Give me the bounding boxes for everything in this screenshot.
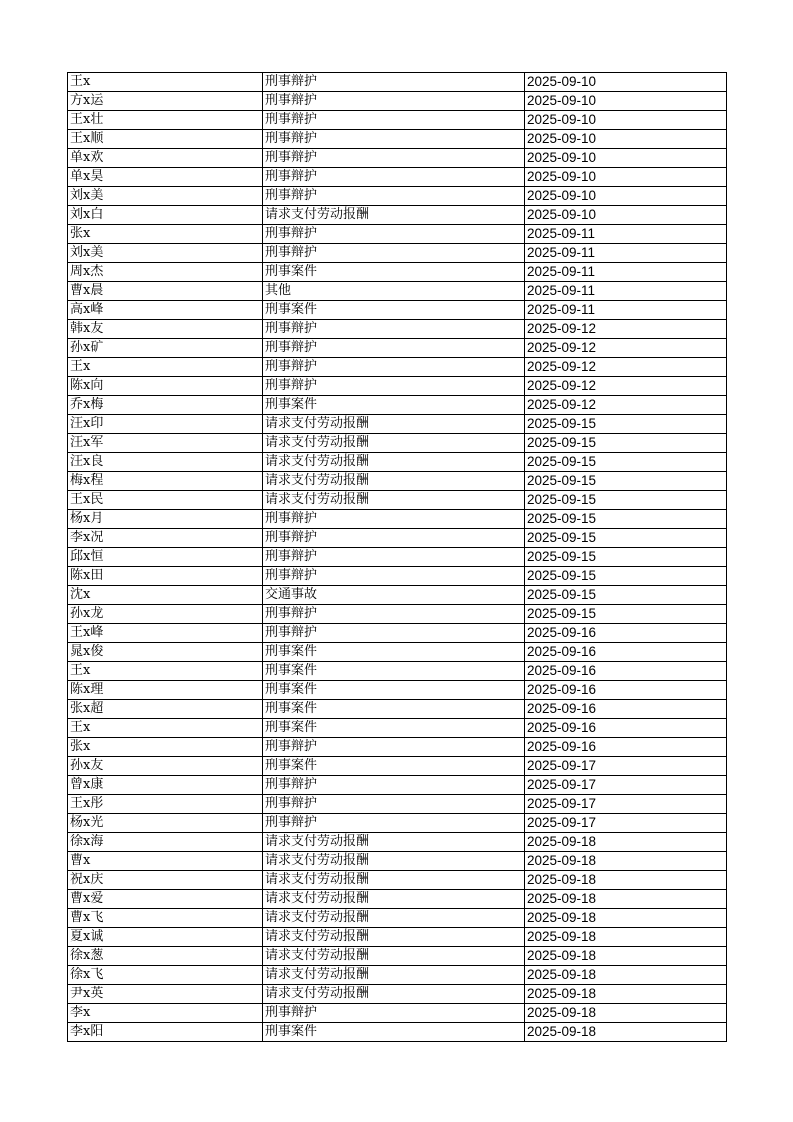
client-name-cell: 方x运 [68, 92, 263, 111]
date-cell: 2025-09-15 [525, 472, 727, 491]
client-name-cell: 孙x矿 [68, 339, 263, 358]
date-cell: 2025-09-15 [525, 434, 727, 453]
date-cell: 2025-09-12 [525, 339, 727, 358]
case-type-cell: 刑事辩护 [263, 624, 525, 643]
table-row [68, 681, 727, 700]
table-row [68, 206, 727, 225]
table-row [68, 795, 727, 814]
client-name-cell: 单x欢 [68, 149, 263, 168]
table-row [68, 434, 727, 453]
table-row [68, 339, 727, 358]
case-type-cell: 请求支付劳动报酬 [263, 871, 525, 890]
date-cell: 2025-09-11 [525, 282, 727, 301]
case-type-cell: 请求支付劳动报酬 [263, 453, 525, 472]
client-name-cell: 孙x友 [68, 757, 263, 776]
case-type-cell: 请求支付劳动报酬 [263, 909, 525, 928]
case-type-cell: 刑事辩护 [263, 358, 525, 377]
date-cell: 2025-09-15 [525, 415, 727, 434]
date-cell: 2025-09-15 [525, 510, 727, 529]
table-row [68, 282, 727, 301]
table-row [68, 947, 727, 966]
table-row [68, 966, 727, 985]
case-type-cell: 刑事案件 [263, 396, 525, 415]
case-type-cell: 交通事故 [263, 586, 525, 605]
date-cell: 2025-09-15 [525, 605, 727, 624]
table-row [68, 244, 727, 263]
table-row [68, 567, 727, 586]
table-row [68, 149, 727, 168]
table-row [68, 852, 727, 871]
table-row [68, 1004, 727, 1023]
client-name-cell: 王x顺 [68, 130, 263, 149]
table-row [68, 130, 727, 149]
case-type-cell: 请求支付劳动报酬 [263, 966, 525, 985]
client-name-cell: 陈x田 [68, 567, 263, 586]
table-row [68, 320, 727, 339]
date-cell: 2025-09-12 [525, 396, 727, 415]
case-type-cell: 刑事辩护 [263, 225, 525, 244]
case-type-cell: 请求支付劳动报酬 [263, 491, 525, 510]
client-name-cell: 乔x梅 [68, 396, 263, 415]
client-name-cell: 刘x白 [68, 206, 263, 225]
case-type-cell: 请求支付劳动报酬 [263, 206, 525, 225]
case-type-cell: 请求支付劳动报酬 [263, 833, 525, 852]
table-row [68, 605, 727, 624]
date-cell: 2025-09-10 [525, 168, 727, 187]
case-type-cell: 刑事辩护 [263, 605, 525, 624]
case-type-cell: 刑事辩护 [263, 73, 525, 92]
case-type-cell: 请求支付劳动报酬 [263, 985, 525, 1004]
case-table-body [68, 73, 727, 1042]
client-name-cell: 单x昊 [68, 168, 263, 187]
date-cell: 2025-09-18 [525, 909, 727, 928]
client-name-cell: 徐x飞 [68, 966, 263, 985]
table-row [68, 624, 727, 643]
case-type-cell: 请求支付劳动报酬 [263, 852, 525, 871]
case-type-cell: 请求支付劳动报酬 [263, 472, 525, 491]
case-type-cell: 刑事辩护 [263, 814, 525, 833]
table-row [68, 1023, 727, 1042]
client-name-cell: 王x [68, 358, 263, 377]
date-cell: 2025-09-10 [525, 130, 727, 149]
client-name-cell: 曹x [68, 852, 263, 871]
case-type-cell: 刑事辩护 [263, 529, 525, 548]
date-cell: 2025-09-18 [525, 1023, 727, 1042]
case-type-cell: 刑事案件 [263, 719, 525, 738]
client-name-cell: 邱x恒 [68, 548, 263, 567]
client-name-cell: 王x [68, 719, 263, 738]
date-cell: 2025-09-11 [525, 301, 727, 320]
client-name-cell: 周x杰 [68, 263, 263, 282]
client-name-cell: 李x [68, 1004, 263, 1023]
date-cell: 2025-09-18 [525, 985, 727, 1004]
date-cell: 2025-09-12 [525, 320, 727, 339]
case-type-cell: 刑事辩护 [263, 510, 525, 529]
table-row [68, 263, 727, 282]
date-cell: 2025-09-15 [525, 453, 727, 472]
client-name-cell: 祝x庆 [68, 871, 263, 890]
client-name-cell: 曹x爱 [68, 890, 263, 909]
table-row [68, 529, 727, 548]
table-row [68, 92, 727, 111]
date-cell: 2025-09-15 [525, 548, 727, 567]
client-name-cell: 李x阳 [68, 1023, 263, 1042]
case-type-cell: 刑事案件 [263, 643, 525, 662]
table-row [68, 776, 727, 795]
table-row [68, 377, 727, 396]
case-type-cell: 刑事案件 [263, 681, 525, 700]
client-name-cell: 曹x晨 [68, 282, 263, 301]
case-type-cell: 刑事辩护 [263, 320, 525, 339]
case-type-cell: 请求支付劳动报酬 [263, 947, 525, 966]
date-cell: 2025-09-18 [525, 871, 727, 890]
client-name-cell: 王x民 [68, 491, 263, 510]
table-row [68, 472, 727, 491]
date-cell: 2025-09-17 [525, 757, 727, 776]
date-cell: 2025-09-18 [525, 833, 727, 852]
case-type-cell: 刑事辩护 [263, 567, 525, 586]
table-row [68, 396, 727, 415]
client-name-cell: 杨x月 [68, 510, 263, 529]
date-cell: 2025-09-15 [525, 586, 727, 605]
table-row [68, 187, 727, 206]
case-type-cell: 刑事辩护 [263, 244, 525, 263]
date-cell: 2025-09-18 [525, 928, 727, 947]
date-cell: 2025-09-16 [525, 719, 727, 738]
table-row [68, 814, 727, 833]
case-type-cell: 刑事案件 [263, 700, 525, 719]
case-type-cell: 刑事辩护 [263, 377, 525, 396]
case-table [67, 72, 727, 1042]
table-row [68, 510, 727, 529]
client-name-cell: 王x峰 [68, 624, 263, 643]
date-cell: 2025-09-11 [525, 244, 727, 263]
case-type-cell: 刑事辩护 [263, 130, 525, 149]
table-row [68, 643, 727, 662]
table-row [68, 586, 727, 605]
table-row [68, 491, 727, 510]
date-cell: 2025-09-18 [525, 966, 727, 985]
date-cell: 2025-09-18 [525, 890, 727, 909]
date-cell: 2025-09-10 [525, 92, 727, 111]
date-cell: 2025-09-11 [525, 263, 727, 282]
client-name-cell: 晁x俊 [68, 643, 263, 662]
case-type-cell: 刑事案件 [263, 662, 525, 681]
client-name-cell: 李x况 [68, 529, 263, 548]
case-type-cell: 请求支付劳动报酬 [263, 415, 525, 434]
table-row [68, 738, 727, 757]
date-cell: 2025-09-10 [525, 206, 727, 225]
table-row [68, 871, 727, 890]
date-cell: 2025-09-16 [525, 738, 727, 757]
case-type-cell: 其他 [263, 282, 525, 301]
table-row [68, 928, 727, 947]
case-type-cell: 刑事辩护 [263, 187, 525, 206]
date-cell: 2025-09-16 [525, 624, 727, 643]
case-type-cell: 刑事案件 [263, 1023, 525, 1042]
table-row [68, 301, 727, 320]
date-cell: 2025-09-18 [525, 1004, 727, 1023]
client-name-cell: 徐x葱 [68, 947, 263, 966]
client-name-cell: 王x [68, 73, 263, 92]
case-type-cell: 刑事案件 [263, 301, 525, 320]
client-name-cell: 王x壮 [68, 111, 263, 130]
table-row [68, 73, 727, 92]
client-name-cell: 汪x印 [68, 415, 263, 434]
date-cell: 2025-09-16 [525, 643, 727, 662]
date-cell: 2025-09-15 [525, 529, 727, 548]
table-row [68, 890, 727, 909]
client-name-cell: 刘x美 [68, 187, 263, 206]
client-name-cell: 王x彤 [68, 795, 263, 814]
case-type-cell: 请求支付劳动报酬 [263, 928, 525, 947]
client-name-cell: 王x [68, 662, 263, 681]
table-row [68, 909, 727, 928]
table-row [68, 662, 727, 681]
client-name-cell: 刘x美 [68, 244, 263, 263]
client-name-cell: 曾x康 [68, 776, 263, 795]
table-row [68, 358, 727, 377]
date-cell: 2025-09-15 [525, 491, 727, 510]
date-cell: 2025-09-12 [525, 358, 727, 377]
case-type-cell: 刑事辩护 [263, 795, 525, 814]
date-cell: 2025-09-17 [525, 776, 727, 795]
table-row [68, 453, 727, 472]
date-cell: 2025-09-10 [525, 149, 727, 168]
date-cell: 2025-09-18 [525, 852, 727, 871]
client-name-cell: 陈x向 [68, 377, 263, 396]
client-name-cell: 汪x良 [68, 453, 263, 472]
case-type-cell: 刑事辩护 [263, 738, 525, 757]
date-cell: 2025-09-18 [525, 947, 727, 966]
case-type-cell: 刑事案件 [263, 757, 525, 776]
table-row [68, 833, 727, 852]
client-name-cell: 徐x海 [68, 833, 263, 852]
client-name-cell: 高x峰 [68, 301, 263, 320]
client-name-cell: 曹x飞 [68, 909, 263, 928]
table-row [68, 225, 727, 244]
date-cell: 2025-09-12 [525, 377, 727, 396]
table-row [68, 985, 727, 1004]
date-cell: 2025-09-16 [525, 700, 727, 719]
table-row [68, 415, 727, 434]
client-name-cell: 梅x程 [68, 472, 263, 491]
table-row [68, 168, 727, 187]
client-name-cell: 张x超 [68, 700, 263, 719]
date-cell: 2025-09-17 [525, 795, 727, 814]
case-type-cell: 刑事案件 [263, 263, 525, 282]
case-type-cell: 刑事辩护 [263, 149, 525, 168]
client-name-cell: 陈x理 [68, 681, 263, 700]
client-name-cell: 杨x光 [68, 814, 263, 833]
case-type-cell: 请求支付劳动报酬 [263, 434, 525, 453]
case-type-cell: 刑事辩护 [263, 168, 525, 187]
table-row [68, 548, 727, 567]
date-cell: 2025-09-15 [525, 567, 727, 586]
client-name-cell: 尹x英 [68, 985, 263, 1004]
case-type-cell: 请求支付劳动报酬 [263, 890, 525, 909]
client-name-cell: 孙x龙 [68, 605, 263, 624]
client-name-cell: 夏x诚 [68, 928, 263, 947]
case-type-cell: 刑事辩护 [263, 776, 525, 795]
date-cell: 2025-09-16 [525, 662, 727, 681]
client-name-cell: 沈x [68, 586, 263, 605]
date-cell: 2025-09-10 [525, 187, 727, 206]
date-cell: 2025-09-10 [525, 73, 727, 92]
client-name-cell: 张x [68, 738, 263, 757]
case-type-cell: 刑事辩护 [263, 1004, 525, 1023]
client-name-cell: 韩x友 [68, 320, 263, 339]
client-name-cell: 张x [68, 225, 263, 244]
case-type-cell: 刑事辩护 [263, 548, 525, 567]
date-cell: 2025-09-10 [525, 111, 727, 130]
date-cell: 2025-09-11 [525, 225, 727, 244]
table-row [68, 757, 727, 776]
case-type-cell: 刑事辩护 [263, 92, 525, 111]
case-type-cell: 刑事辩护 [263, 339, 525, 358]
date-cell: 2025-09-16 [525, 681, 727, 700]
table-row [68, 700, 727, 719]
table-row [68, 719, 727, 738]
table-row [68, 111, 727, 130]
client-name-cell: 汪x军 [68, 434, 263, 453]
case-type-cell: 刑事辩护 [263, 111, 525, 130]
date-cell: 2025-09-17 [525, 814, 727, 833]
